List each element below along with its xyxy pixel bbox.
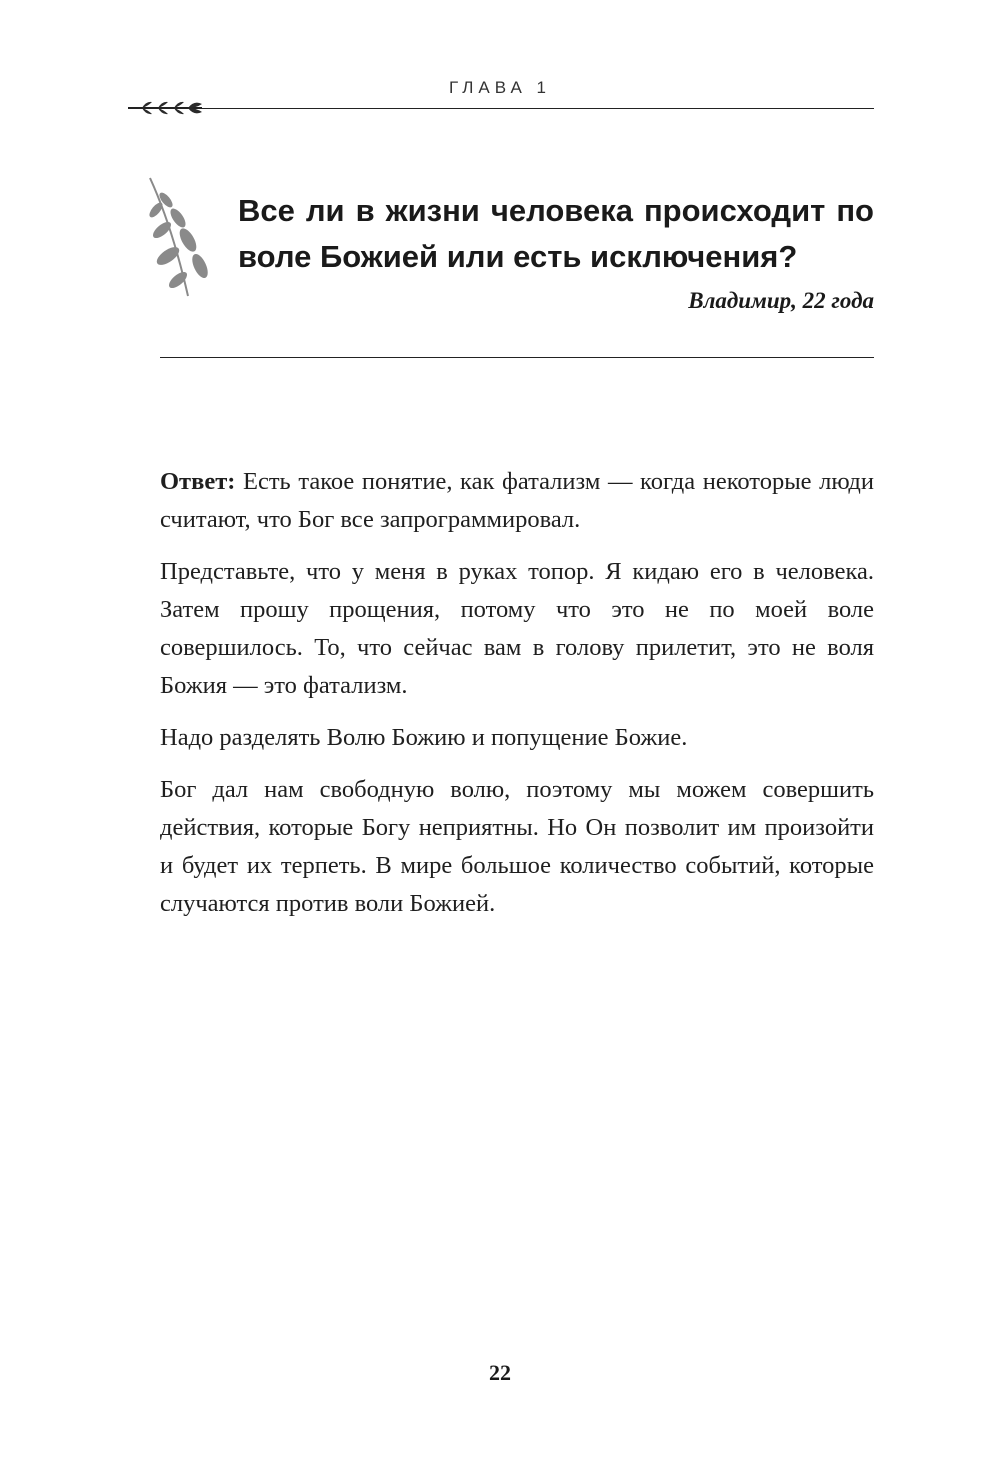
answer-paragraph-2: Представьте, что у меня в руках топор. Я кидаю его в человека. Затем прошу прощения, потому что это не по моей воле совершилось. То, что сейчас вам в голову прилетит, это не воля Божия — это фатализм.: [160, 558, 874, 699]
vine-ornament-icon: [128, 95, 208, 121]
answer-paragraph-3: Надо разделять Волю Божию и попущение Божие.: [160, 724, 688, 751]
chapter-label: ГЛАВА 1: [448, 78, 552, 97]
leaf-sprig-icon: [142, 176, 214, 300]
answer-paragraph-4: Бог дал нам свободную волю, поэтому мы можем совершить действия, которые Богу неприятны. Но Он позволит им произойти и будет их терпеть. В мире большое количество событий, которые случаются против воли Божией.: [160, 776, 874, 917]
page-number: 22: [489, 1360, 511, 1385]
answer-body: [160, 463, 874, 937]
answer-paragraph-1: [160, 463, 874, 539]
answer-paragraph-1-text: Есть такое понятие, как фатализм — когда некоторые люди считают, что Бог все запрограммировал.: [160, 468, 874, 533]
section-divider: [160, 357, 874, 358]
question-author: Владимир, 22 года: [688, 288, 874, 313]
question-heading: Все ли в жизни человека происходит по воле Божией или есть исключения?: [238, 193, 874, 274]
answer-label: Ответ:: [160, 468, 236, 495]
header-rule: [200, 108, 874, 109]
